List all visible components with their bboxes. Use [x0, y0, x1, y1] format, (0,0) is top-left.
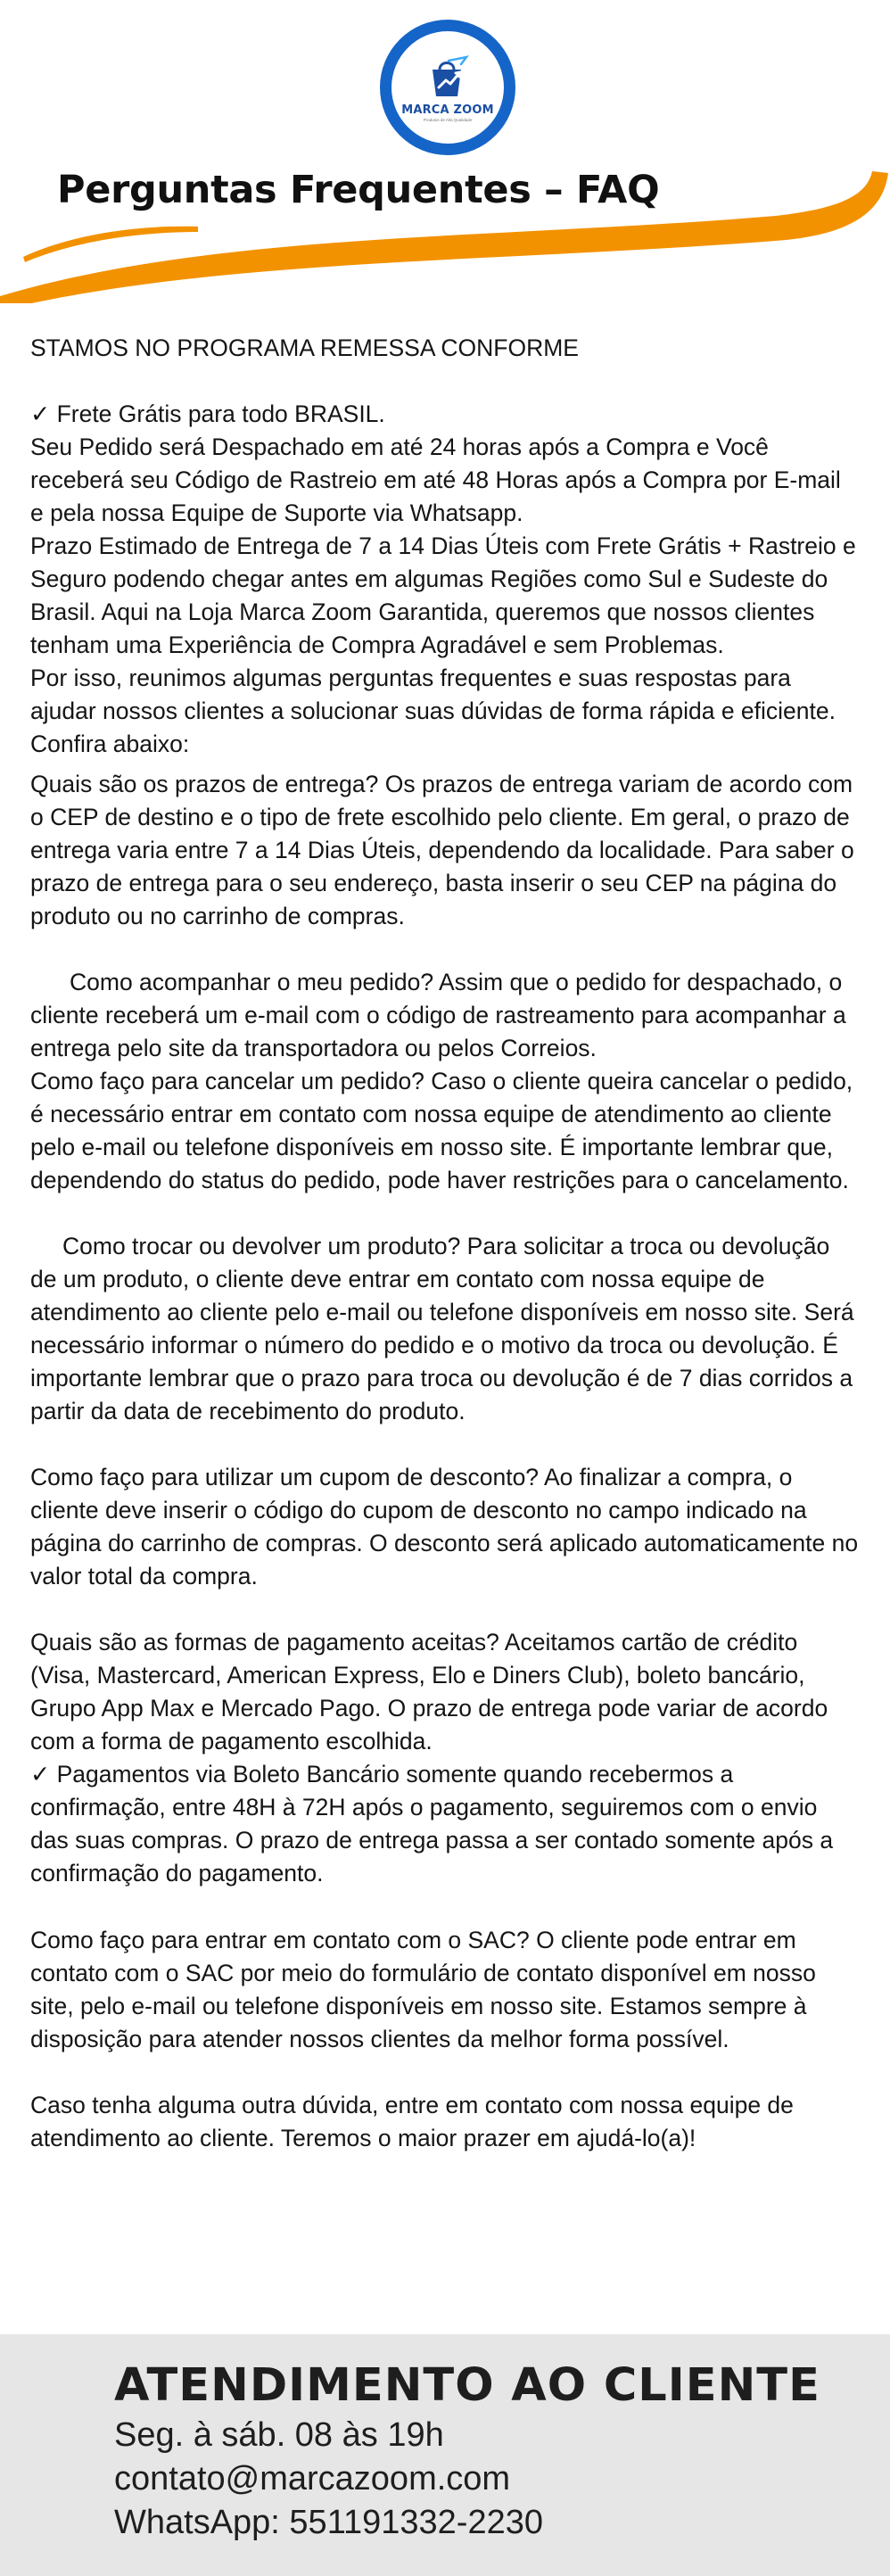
brand-logo-name: MARCA ZOOM — [401, 103, 494, 117]
faq-closing: Caso tenha alguma outra dúvida, entre em contato com nossa equipe de atendimento ao cliente. Teremos o maior prazer em ajudá-lo(a)! — [30, 2092, 794, 2151]
footer-title: ATENDIMENTO AO CLIENTE — [114, 2359, 820, 2412]
brand-logo-tagline: Produtos de Alta Qualidade — [423, 117, 473, 122]
page-header — [0, 0, 890, 321]
faq-tracking: Como acompanhar o meu pedido? Assim que o pedido for despachado, o cliente receberá um e-mail com o código de rastreamento para acompanhar a entrega pelo site da transportadora ou pelos Correios. — [30, 969, 846, 1061]
brand-logo-inner — [391, 31, 504, 144]
customer-service-footer — [0, 2334, 890, 2576]
faq-sac: Como faço para entrar em contato com o SAC? O cliente pode entrar em contato com o SAC por meio do formulário de contato disponível em nosso site, pelo e-mail ou telefone disponíveis em nosso site. Estamos sempre à disposição para atender nossos clientes da melhor forma possível. — [30, 1927, 816, 2052]
footer-hours: Seg. à sáb. 08 às 19h — [114, 2416, 444, 2454]
footer-email[interactable]: contato@marcazoom.com — [114, 2460, 511, 2498]
faq-payment: Quais são as formas de pagamento aceitas? Aceitamos cartão de crédito (Visa, Mastercard, American Express, Elo e Diners Club), boleto bancário, Grupo App Max e Mercado Pago. O prazo de entrega pode variar de acordo com a forma de pagamento escolhida. — [30, 1629, 828, 1754]
dispatch-notice: Seu Pedido será Despachado em até 24 horas após a Compra e Você receberá seu Código de Rastreio em até 48 Horas após a Compra por E-mail e pela nossa Equipe de Suporte via Whatsapp. — [30, 433, 841, 526]
faq-coupon: Como faço para utilizar um cupom de desconto? Ao finalizar a compra, o cliente deve inserir o código do cupom de desconto no campo indicado na página do carrinho de compras. O desconto será aplicado automaticamente no valor total da compra. — [30, 1464, 859, 1589]
faq-content — [30, 332, 860, 2155]
footer-whatsapp[interactable]: WhatsApp: 551191332-2230 — [114, 2504, 543, 2541]
shopping-bag-icon — [422, 54, 474, 102]
faq-cancel: Como faço para cancelar um pedido? Caso o cliente queira cancelar o pedido, é necessário entrar em contato com nossa equipe de atendimento ao cliente pelo e-mail ou telefone disponíveis em nosso site. É importante lembrar que, dependendo do status do pedido, pode haver restrições para o cancelamento. — [30, 1068, 853, 1193]
faq-returns: Como trocar ou devolver um produto? Para solicitar a troca ou devolução de um produto, o cliente deve entrar em contato com nossa equipe de atendimento ao cliente pelo e-mail ou telefone disponíveis em nosso site. Será necessário informar o número do pedido e o motivo da troca ou devolução. É importante lembrar que o prazo para troca ou devolução é de 7 dias corridos a partir da data de recebimento do produto. — [30, 1233, 854, 1424]
orange-swoosh-decoration — [0, 161, 890, 303]
program-notice: STAMOS NO PROGRAMA REMESSA CONFORME — [30, 334, 579, 361]
faq-delivery-times: Quais são os prazos de entrega? Os prazos de entrega variam de acordo com o CEP de destino e o tipo de frete escolhido pelo cliente. Em geral, o prazo de entrega varia entre 7 a 14 Dias Úteis, dependendo da localidade. Para saber o prazo de entrega para o seu endereço, basta inserir o seu CEP na página do produto ou no carrinho de compras. — [30, 771, 854, 929]
faq-boleto-notice: ✓ Pagamentos via Boleto Bancário somente quando recebermos a confirmação, entre 48H à 72H após o pagamento, seguiremos com o envio das suas compras. O prazo de entrega passa a ser contado somente após a confirmação do pagamento. — [30, 1761, 834, 1887]
delivery-estimate-notice: Prazo Estimado de Entrega de 7 a 14 Dias Úteis com Frete Grátis + Rastreio e Seguro podendo chegar antes em algumas Regiões como Sul e Sudeste do Brasil. Aqui na Loja Marca Zoom Garantida, queremos que nossos clientes tenham uma Experiência de Compra Agradável e sem Problemas. — [30, 533, 856, 658]
brand-logo — [380, 20, 515, 155]
faq-intro-paragraph: Por isso, reunimos algumas perguntas frequentes e suas respostas para ajudar nossos clientes a solucionar suas dúvidas de forma rápida e eficiente. Confira abaixo: — [30, 665, 836, 757]
page-title: Perguntas Frequentes – FAQ — [57, 168, 660, 212]
free-shipping-notice: ✓ Frete Grátis para todo BRASIL. — [30, 400, 385, 427]
